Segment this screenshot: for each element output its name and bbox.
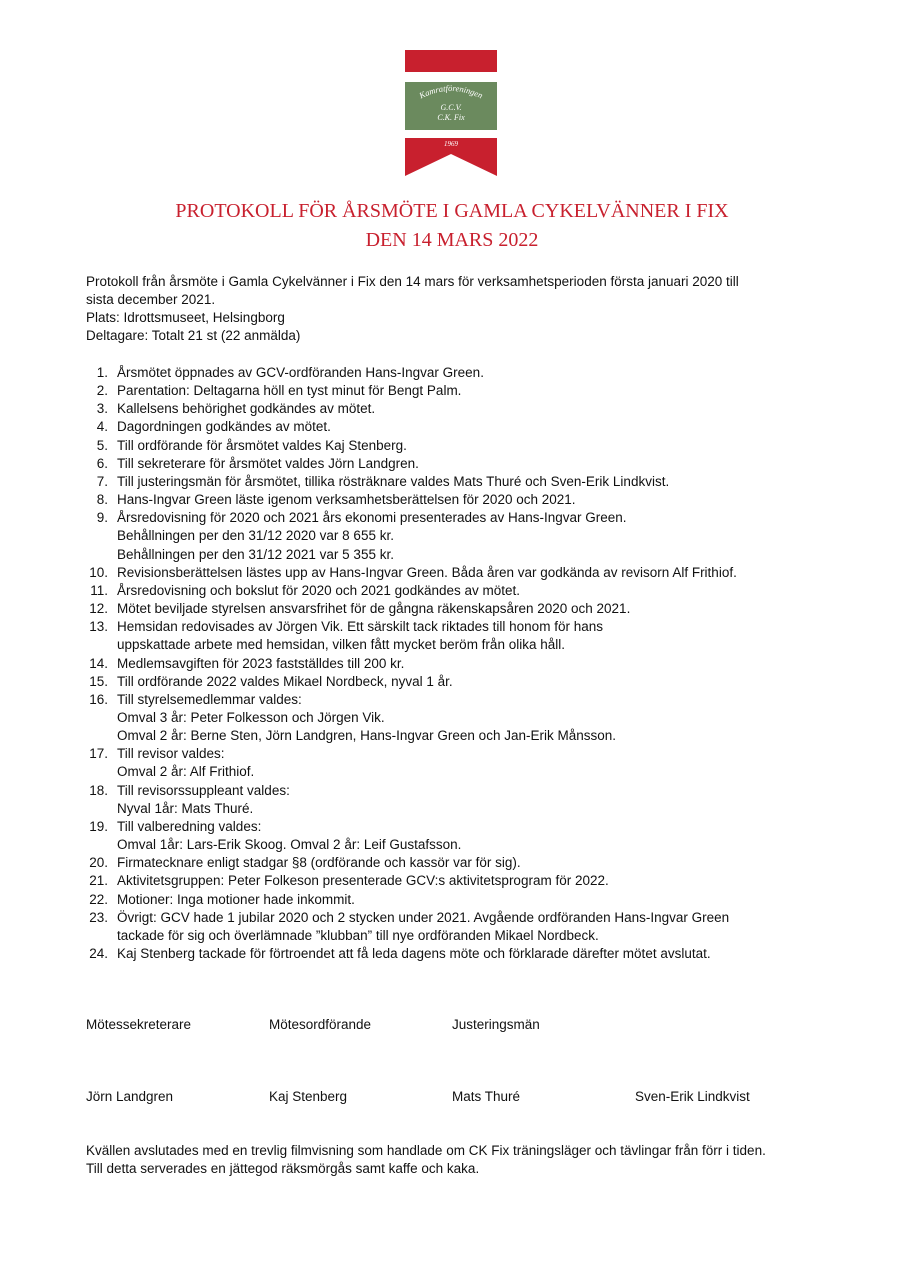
agenda-item bbox=[86, 582, 826, 600]
agenda-item-text bbox=[117, 872, 609, 890]
agenda-item-text bbox=[117, 782, 290, 818]
title-line-1: PROTOKOLL FÖR ÅRSMÖTE I GAMLA CYKELVÄNNER I FIX bbox=[175, 200, 729, 222]
agenda-item-line: Kaj Stenberg tackade för förtroendet att få leda dagens möte och förklarade därefter mötet avslutat. bbox=[117, 946, 711, 961]
agenda-item-line: Revisionsberättelsen lästes upp av Hans-Ingvar Green. Båda åren var godkända av revisorn Alf Frithiof. bbox=[117, 564, 737, 580]
agenda-item-line: Omval 1år: Lars-Erik Skoog. Omval 2 år: Leif Gustafsson. bbox=[117, 837, 462, 853]
agenda-item bbox=[86, 400, 826, 418]
agenda-item-text bbox=[117, 509, 627, 563]
agenda-item bbox=[86, 854, 826, 872]
agenda-item bbox=[86, 945, 826, 963]
agenda-item bbox=[86, 891, 826, 909]
agenda-item-number: 1. bbox=[96, 365, 108, 380]
agenda-item bbox=[86, 455, 826, 473]
signature-role: Justeringsmän bbox=[452, 1017, 540, 1032]
agenda-item-text bbox=[117, 382, 461, 400]
agenda-item-text bbox=[117, 818, 461, 854]
agenda-item-number: 15. bbox=[89, 673, 108, 689]
signatory-name: Kaj Stenberg bbox=[269, 1089, 348, 1104]
agenda-item-text bbox=[117, 854, 521, 872]
club-pennant-logo bbox=[405, 50, 497, 176]
agenda-item-number: 13. bbox=[89, 619, 108, 635]
agenda-item-text bbox=[117, 618, 603, 654]
agenda-item-text bbox=[117, 655, 404, 673]
agenda-item-line: Till sekreterare för årsmötet valdes Jörn Landgren. bbox=[117, 455, 419, 471]
agenda-item-number: 8. bbox=[96, 492, 108, 508]
signatory-name: Mats Thuré bbox=[452, 1089, 521, 1104]
agenda-item-line: Behållningen per den 31/12 2021 var 5 355 kr. bbox=[117, 546, 394, 562]
agenda-item-number: 7. bbox=[96, 473, 108, 489]
agenda-list bbox=[86, 364, 826, 963]
agenda-item-text bbox=[117, 891, 355, 909]
agenda-item-line: Årsmötet öppnades av GCV-ordföranden Hans-Ingvar Green. bbox=[117, 365, 484, 380]
agenda-item-text bbox=[117, 473, 669, 491]
agenda-item-number: 4. bbox=[96, 419, 108, 435]
agenda-item bbox=[86, 655, 826, 673]
agenda-item bbox=[86, 600, 826, 618]
intro-block bbox=[86, 273, 786, 345]
closing-line-1: Kvällen avslutades med en trevlig filmvisning som handlade om CK Fix träningsläger och tävlingar från förr i tiden. bbox=[86, 1143, 766, 1158]
agenda-item-line: Till revisorssuppleant valdes: bbox=[117, 782, 290, 798]
agenda-item bbox=[86, 691, 826, 745]
agenda-item bbox=[86, 818, 826, 854]
agenda-item-line: Motioner: Inga motioner hade inkommit. bbox=[117, 891, 355, 907]
agenda-item-line: Parentation: Deltagarna höll en tyst minut för Bengt Palm. bbox=[117, 383, 462, 399]
agenda-item-text bbox=[117, 909, 729, 945]
agenda-item-line: Kallelsens behörighet godkändes av mötet. bbox=[117, 401, 376, 417]
agenda-item-line: Till justeringsmän för årsmötet, tillika rösträknare valdes Mats Thuré och Sven-Erik Lindkvist. bbox=[117, 473, 670, 489]
agenda-item-number: 14. bbox=[89, 655, 108, 671]
agenda-item-number: 24. bbox=[89, 946, 108, 961]
agenda-item-number: 19. bbox=[89, 818, 108, 834]
agenda-item-text bbox=[117, 364, 484, 382]
agenda-item-text bbox=[117, 491, 576, 509]
agenda-item bbox=[86, 673, 826, 691]
agenda-item bbox=[86, 364, 826, 382]
agenda-item-line: Till ordförande för årsmötet valdes Kaj Stenberg. bbox=[117, 437, 407, 453]
agenda-item-text bbox=[117, 455, 419, 473]
signature-role: Mötessekreterare bbox=[86, 1017, 192, 1032]
agenda-item-number: 6. bbox=[96, 455, 108, 471]
agenda-item-line: Behållningen per den 31/12 2020 var 8 655 kr. bbox=[117, 528, 394, 544]
agenda-item-line: Mötet beviljade styrelsen ansvarsfrihet för de gångna räkenskapsåren 2020 och 2021. bbox=[117, 601, 631, 617]
agenda-item-number: 18. bbox=[89, 782, 108, 798]
agenda-item bbox=[86, 909, 826, 945]
agenda-item-line: Övrigt: GCV hade 1 jubilar 2020 och 2 stycken under 2021. Avgående ordföranden Hans-Ingvar Green bbox=[117, 909, 730, 925]
agenda-item-number: 22. bbox=[89, 891, 108, 907]
intro-line-2: sista december 2021. bbox=[86, 292, 216, 307]
agenda-item-line: Till styrelsemedlemmar valdes: bbox=[117, 691, 302, 707]
closing-line-2: Till detta serverades en jättegod räksmörgås samt kaffe och kaka. bbox=[86, 1161, 480, 1176]
signatory-name: Jörn Landgren bbox=[86, 1089, 174, 1104]
agenda-item-number: 16. bbox=[89, 691, 108, 707]
agenda-item-line: uppskattade arbete med hemsidan, vilken fått mycket beröm från olika håll. bbox=[117, 637, 565, 653]
meeting-place: Plats: Idrottsmuseet, Helsingborg bbox=[86, 310, 285, 325]
agenda-item-line: Omval 2 år: Berne Sten, Jörn Landgren, Hans-Ingvar Green och Jan-Erik Månsson. bbox=[117, 728, 616, 744]
agenda-item-number: 12. bbox=[89, 601, 108, 617]
agenda-item bbox=[86, 382, 826, 400]
agenda-item-line: Till revisor valdes: bbox=[117, 746, 225, 762]
agenda-item bbox=[86, 782, 826, 818]
agenda-item-number: 2. bbox=[96, 383, 108, 399]
agenda-item bbox=[86, 564, 826, 582]
agenda-item-line: Aktivitetsgruppen: Peter Folkeson presenterade GCV:s aktivitetsprogram för 2022. bbox=[117, 873, 609, 889]
agenda-item bbox=[86, 872, 826, 890]
closing-note bbox=[86, 1142, 766, 1178]
agenda-item-number: 23. bbox=[89, 909, 108, 925]
agenda-item bbox=[86, 745, 826, 781]
document-title bbox=[0, 197, 904, 255]
logo-year: 1969 bbox=[444, 140, 458, 148]
agenda-item-text bbox=[117, 745, 254, 781]
agenda-item-line: Årsredovisning för 2020 och 2021 års ekonomi presenterades av Hans-Ingvar Green. bbox=[117, 510, 627, 526]
logo-text-arc: Kamratföreningen bbox=[417, 82, 485, 101]
agenda-item bbox=[86, 509, 826, 563]
agenda-item-line: Årsredovisning och bokslut för 2020 och 2021 godkändes av mötet. bbox=[117, 582, 521, 598]
logo-text-gcv: G.C.V. bbox=[440, 103, 462, 112]
agenda-item-text bbox=[117, 673, 453, 691]
agenda-item-text bbox=[117, 564, 737, 582]
agenda-item-text bbox=[117, 600, 630, 618]
signature-role: Mötesordförande bbox=[269, 1017, 372, 1032]
agenda-item-line: Till valberedning valdes: bbox=[117, 818, 262, 834]
agenda-item-line: Omval 2 år: Alf Frithiof. bbox=[117, 764, 255, 780]
agenda-item-number: 20. bbox=[89, 855, 108, 871]
agenda-item bbox=[86, 473, 826, 491]
intro-line-1: Protokoll från årsmöte i Gamla Cykelvänner i Fix den 14 mars för verksamhetsperioden första januari 2020 till bbox=[86, 274, 739, 289]
agenda-item bbox=[86, 618, 826, 654]
agenda-item-line: Medlemsavgiften för 2023 fastställdes till 200 kr. bbox=[117, 655, 405, 671]
agenda-item-line: Hemsidan redovisades av Jörgen Vik. Ett särskilt tack riktades till honom för hans bbox=[117, 619, 603, 635]
agenda-item-number: 10. bbox=[89, 564, 108, 580]
agenda-item-text bbox=[117, 691, 616, 745]
agenda-item-line: Till ordförande 2022 valdes Mikael Nordbeck, nyval 1 år. bbox=[117, 673, 453, 689]
agenda-item-text bbox=[117, 437, 407, 455]
agenda-item-line: Nyval 1år: Mats Thuré. bbox=[117, 800, 254, 816]
agenda-item-number: 11. bbox=[90, 582, 108, 598]
agenda-item-line: Omval 3 år: Peter Folkesson och Jörgen Vik. bbox=[117, 709, 385, 725]
agenda-item-text bbox=[117, 582, 520, 600]
agenda-item-line: Dagordningen godkändes av mötet. bbox=[117, 419, 331, 435]
agenda-item bbox=[86, 437, 826, 455]
agenda-item-line: Hans-Ingvar Green läste igenom verksamhetsberättelsen för 2020 och 2021. bbox=[117, 492, 576, 508]
agenda-item-number: 17. bbox=[89, 746, 108, 762]
agenda-item-number: 5. bbox=[96, 437, 108, 453]
agenda-item bbox=[86, 491, 826, 509]
logo-text-ckfix: C.K. Fix bbox=[437, 113, 465, 122]
agenda-item-number: 21. bbox=[89, 873, 108, 889]
title-line-2: DEN 14 MARS 2022 bbox=[365, 229, 539, 251]
agenda-item bbox=[86, 418, 826, 436]
agenda-item-line: tackade för sig och överlämnade ”klubban” till nye ordföranden Mikael Nordbeck. bbox=[117, 927, 599, 943]
agenda-item-number: 3. bbox=[96, 401, 108, 417]
agenda-item-number: 9. bbox=[96, 510, 108, 526]
participants: Deltagare: Totalt 21 st (22 anmälda) bbox=[86, 328, 301, 343]
agenda-item-text bbox=[117, 418, 331, 436]
agenda-item-line: Firmatecknare enligt stadgar §8 (ordförande och kassör var för sig). bbox=[117, 855, 521, 871]
agenda-item-text bbox=[117, 945, 711, 963]
signatory-name: Sven-Erik Lindkvist bbox=[635, 1089, 750, 1104]
agenda-item-text bbox=[117, 400, 375, 418]
